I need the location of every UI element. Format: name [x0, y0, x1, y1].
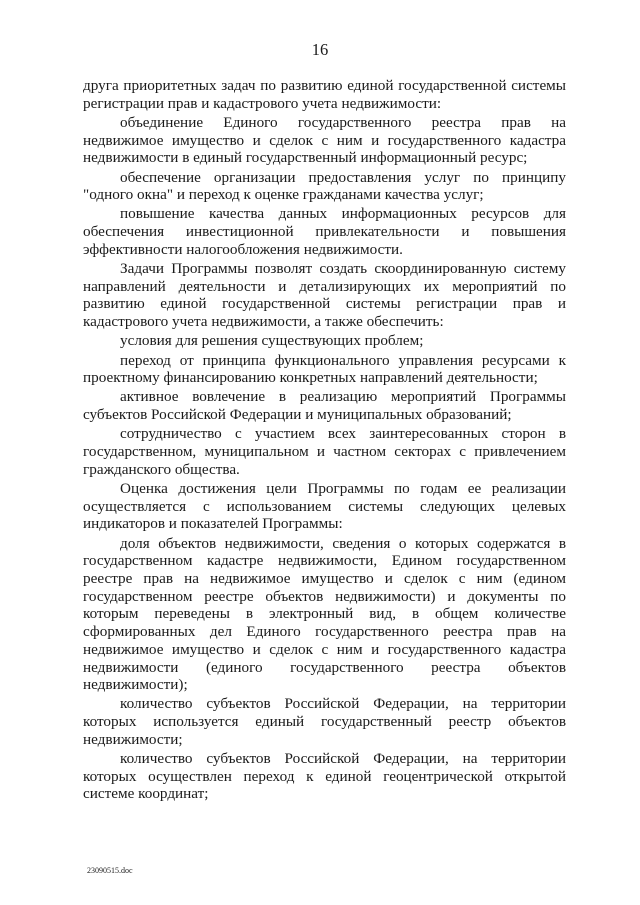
list-item-involvement: активное вовлечение в реализацию мероприятий Программы субъектов Российской Федерации и муниципальных образований; [83, 388, 566, 424]
list-item-conditions: условия для решения существующих проблем; [120, 332, 424, 350]
list-item-cooperation: сотрудничество с участием всех заинтересованных сторон в государственном, муниципальном и частном секторах с привлечением гражданского общества. [83, 425, 566, 478]
indicator-regions-registry: количество субъектов Российской Федерации, на территории которых используется единый государственный реестр объектов недвижимости; [83, 695, 566, 748]
indicator-share-objects: доля объектов недвижимости, сведения о которых содержатся в государственном кадастре недвижимости, Едином государственном реестре прав на недвижимое имущество и сделок с ним (едином государственном реестре объектов недвижимости) и документы по которым переведены в электронный вид, в общем количестве сформированных дел Единого государственного реестра прав на недвижимое имущество и сделок с ним и государственного кадастра недвижимости (единого государственного реестра объектов недвижимости); [83, 534, 566, 694]
list-item-project-financing: переход от принципа функционального управления ресурсами к проектному финансированию конкретных направлений деятельности; [83, 351, 566, 387]
paragraph-program-tasks: Задачи Программы позволят создать скоординированную систему направлений деятельности и детализирующих их мероприятий по развитию единой государственной системы регистрации прав и кадастрового учета недвижимости, а также обеспечить: [83, 260, 566, 331]
footer-doc-id: 23090515.doc [87, 866, 133, 875]
indicator-regions-coordinates: количество субъектов Российской Федерации, на территории которых осуществлен переход к единой геоцентрической открытой системе координат; [83, 750, 566, 803]
list-item-one-window: обеспечение организации предоставления услуг по принципу "одного окна" и переход к оценке гражданами качества услуг; [83, 168, 566, 204]
list-item-merge-registries: объединение Единого государственного реестра прав на недвижимое имущество и сделок с ним и государственного кадастра недвижимости в единый государственный информационный ресурс; [83, 113, 566, 167]
list-item-data-quality: повышение качества данных информационных ресурсов для обеспечения инвестиционной привлекательности и повышения эффективности налогообложения недвижимости. [83, 205, 566, 258]
paragraph-evaluation: Оценка достижения цели Программы по годам ее реализации осуществляется с использованием системы следующих целевых индикаторов и показателей Программы: [83, 479, 566, 533]
document-body [83, 77, 566, 803]
page-number: 16 [311, 40, 329, 59]
paragraph-continuation: друга приоритетных задач по развитию единой государственной системы регистрации прав и кадастрового учета недвижимости: [83, 77, 566, 112]
